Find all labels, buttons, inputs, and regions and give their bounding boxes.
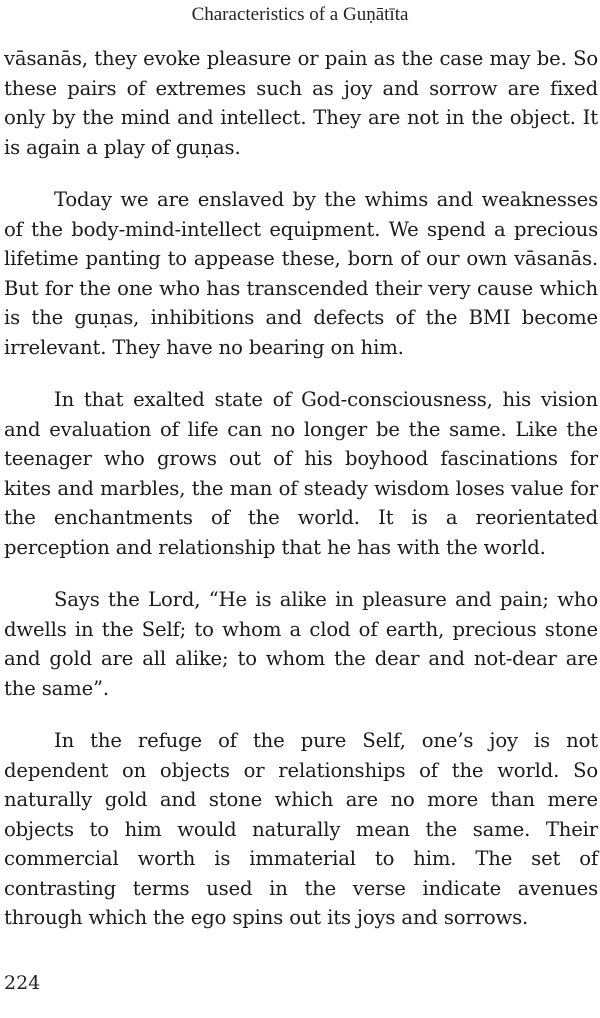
body-text (4, 44, 598, 933)
paragraph-3: In that exalted state of God-consciousness, his vision and evaluation of life can no longer be the same. Like the teenager who grows out of his boyhood fascinations for kites and marbles, the man of steady wisdom loses value for the enchantments of the world. It is a reorientated perception and relationship that he has with the world. (4, 388, 598, 559)
paragraph-5: In the refuge of the pure Self, one’s joy is not dependent on objects or relationships of the world. So naturally gold and stone which are no more than mere objects to him would naturally mean the same. Their commercial worth is immaterial to him. The set of contrasting terms used in the verse indicate avenues through which the ego spins out its joys and sorrows. (4, 729, 598, 929)
running-head: Characteristics of a Guṇātīta (191, 4, 409, 25)
paragraph-2: Today we are enslaved by the whims and weaknesses of the body-mind-intellect equipment. We spend a precious lifetime panting to appease these, born of our own vāsanās. But for the one who has transcended their very cause which is the guṇas, inhibitions and defects of the BMI become irrelevant. They have no bearing on him. (4, 188, 598, 359)
paragraph-4: Says the Lord, “He is alike in pleasure and pain; who dwells in the Self; to whom a clod of earth, precious stone and gold are all alike; to whom the dear and not-dear are the same”. (4, 588, 598, 700)
page-number: 224 (4, 972, 41, 994)
paragraph-1: vāsanās, they evoke pleasure or pain as the case may be. So these pairs of extremes such as joy and sorrow are fixed only by the mind and intellect. They are not in the object. It is again a play of guṇas. (4, 47, 598, 159)
